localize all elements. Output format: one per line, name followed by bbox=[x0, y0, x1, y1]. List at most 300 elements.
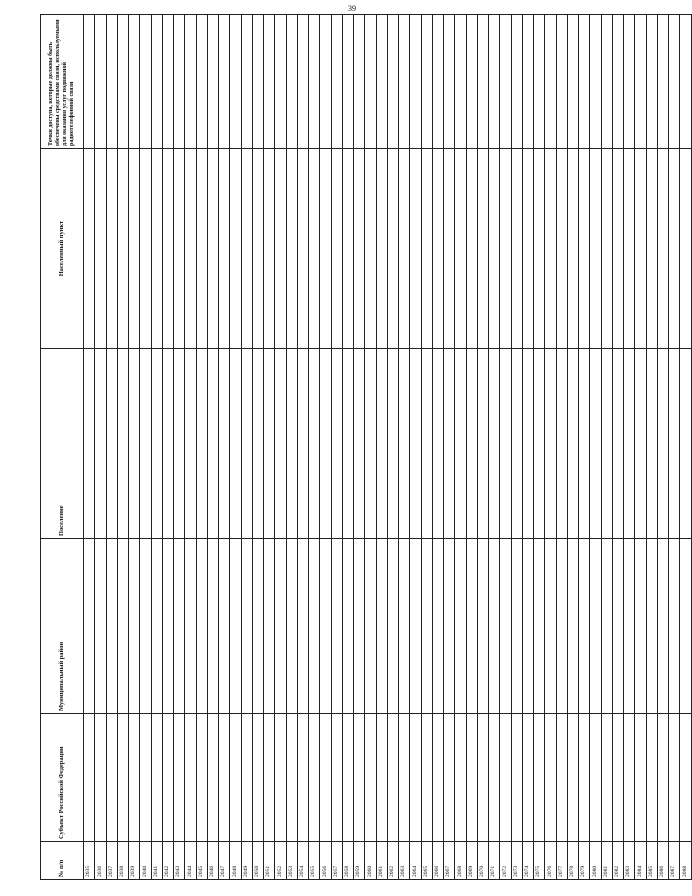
cell-connection bbox=[635, 15, 646, 149]
cell-municipal bbox=[264, 539, 275, 714]
header-settlement: Населенный пункт bbox=[41, 149, 84, 349]
cell-settlement bbox=[297, 149, 308, 349]
cell-settlement bbox=[365, 149, 376, 349]
cell-name bbox=[264, 349, 275, 539]
cell-name bbox=[590, 349, 601, 539]
cell-municipal bbox=[129, 539, 140, 714]
cell-settlement bbox=[466, 149, 477, 349]
cell-subject bbox=[500, 714, 511, 842]
cell-subject bbox=[309, 714, 320, 842]
cell-name bbox=[545, 349, 556, 539]
cell-subject bbox=[129, 714, 140, 842]
cell-subject bbox=[410, 714, 421, 842]
cell-name bbox=[140, 349, 151, 539]
table-row bbox=[162, 15, 173, 880]
table-row bbox=[376, 15, 387, 880]
cell-name bbox=[669, 349, 680, 539]
cell-num: 2054 bbox=[297, 842, 308, 880]
cell-num: 2085 bbox=[646, 842, 657, 880]
cell-connection bbox=[612, 15, 623, 149]
cell-settlement bbox=[657, 149, 668, 349]
cell-name bbox=[680, 349, 691, 539]
cell-connection bbox=[545, 15, 556, 149]
cell-settlement bbox=[590, 149, 601, 349]
cell-connection bbox=[410, 15, 421, 149]
table-row bbox=[106, 15, 117, 880]
cell-connection bbox=[444, 15, 455, 149]
cell-name bbox=[117, 349, 128, 539]
cell-settlement bbox=[275, 149, 286, 349]
cell-connection bbox=[489, 15, 500, 149]
cell-subject bbox=[275, 714, 286, 842]
cell-num: 2050 bbox=[252, 842, 263, 880]
cell-municipal bbox=[320, 539, 331, 714]
cell-num: 2086 bbox=[657, 842, 668, 880]
table-row bbox=[410, 15, 421, 880]
cell-connection bbox=[129, 15, 140, 149]
cell-num: 2061 bbox=[376, 842, 387, 880]
cell-subject bbox=[444, 714, 455, 842]
cell-subject bbox=[219, 714, 230, 842]
table-row bbox=[151, 15, 162, 880]
cell-municipal bbox=[354, 539, 365, 714]
cell-municipal bbox=[297, 539, 308, 714]
cell-subject bbox=[669, 714, 680, 842]
cell-municipal bbox=[612, 539, 623, 714]
cell-name bbox=[489, 349, 500, 539]
cell-subject bbox=[646, 714, 657, 842]
cell-connection bbox=[590, 15, 601, 149]
table-row bbox=[669, 15, 680, 880]
cell-num: 2060 bbox=[365, 842, 376, 880]
cell-settlement bbox=[669, 149, 680, 349]
cell-municipal bbox=[185, 539, 196, 714]
cell-subject bbox=[534, 714, 545, 842]
table-row bbox=[612, 15, 623, 880]
cell-settlement bbox=[376, 149, 387, 349]
cell-connection bbox=[556, 15, 567, 149]
cell-connection bbox=[342, 15, 353, 149]
cell-name bbox=[84, 349, 95, 539]
cell-municipal bbox=[399, 539, 410, 714]
cell-subject bbox=[196, 714, 207, 842]
table-row bbox=[601, 15, 612, 880]
cell-name bbox=[219, 349, 230, 539]
cell-subject bbox=[624, 714, 635, 842]
table-row bbox=[387, 15, 398, 880]
table-row bbox=[286, 15, 297, 880]
cell-num: 2063 bbox=[399, 842, 410, 880]
cell-settlement bbox=[635, 149, 646, 349]
cell-subject bbox=[657, 714, 668, 842]
cell-settlement bbox=[320, 149, 331, 349]
table-row bbox=[657, 15, 668, 880]
cell-name bbox=[657, 349, 668, 539]
table-row bbox=[556, 15, 567, 880]
cell-connection bbox=[579, 15, 590, 149]
cell-subject bbox=[421, 714, 432, 842]
cell-subject bbox=[387, 714, 398, 842]
cell-connection bbox=[601, 15, 612, 149]
cell-num: 2047 bbox=[219, 842, 230, 880]
cell-subject bbox=[342, 714, 353, 842]
cell-name bbox=[129, 349, 140, 539]
cell-name bbox=[196, 349, 207, 539]
cell-num: 2059 bbox=[354, 842, 365, 880]
cell-municipal bbox=[309, 539, 320, 714]
table-row bbox=[432, 15, 443, 880]
cell-name bbox=[106, 349, 117, 539]
table-row bbox=[320, 15, 331, 880]
cell-subject bbox=[511, 714, 522, 842]
cell-name bbox=[252, 349, 263, 539]
cell-municipal bbox=[421, 539, 432, 714]
cell-name bbox=[477, 349, 488, 539]
cell-subject bbox=[601, 714, 612, 842]
cell-subject bbox=[590, 714, 601, 842]
cell-subject bbox=[106, 714, 117, 842]
cell-municipal bbox=[455, 539, 466, 714]
cell-connection bbox=[207, 15, 218, 149]
cell-subject bbox=[230, 714, 241, 842]
cell-subject bbox=[545, 714, 556, 842]
cell-subject bbox=[399, 714, 410, 842]
cell-connection bbox=[297, 15, 308, 149]
cell-municipal bbox=[95, 539, 106, 714]
table-row bbox=[185, 15, 196, 880]
cell-name bbox=[432, 349, 443, 539]
cell-subject bbox=[140, 714, 151, 842]
cell-connection bbox=[309, 15, 320, 149]
cell-num: 2058 bbox=[342, 842, 353, 880]
cell-subject bbox=[252, 714, 263, 842]
cell-name bbox=[444, 349, 455, 539]
cell-subject bbox=[376, 714, 387, 842]
table-row bbox=[219, 15, 230, 880]
cell-num: 2077 bbox=[556, 842, 567, 880]
table-row bbox=[365, 15, 376, 880]
cell-num: 2053 bbox=[286, 842, 297, 880]
cell-connection bbox=[162, 15, 173, 149]
cell-connection bbox=[477, 15, 488, 149]
cell-num: 2081 bbox=[601, 842, 612, 880]
cell-municipal bbox=[669, 539, 680, 714]
table-header-row bbox=[41, 15, 84, 880]
cell-settlement bbox=[196, 149, 207, 349]
table-row bbox=[511, 15, 522, 880]
cell-connection bbox=[387, 15, 398, 149]
cell-subject bbox=[680, 714, 691, 842]
cell-settlement bbox=[174, 149, 185, 349]
cell-num: 2072 bbox=[500, 842, 511, 880]
cell-settlement bbox=[646, 149, 657, 349]
cell-connection bbox=[466, 15, 477, 149]
cell-settlement bbox=[455, 149, 466, 349]
cell-num: 2087 bbox=[669, 842, 680, 880]
cell-settlement bbox=[432, 149, 443, 349]
cell-settlement bbox=[106, 149, 117, 349]
cell-connection bbox=[376, 15, 387, 149]
cell-connection bbox=[84, 15, 95, 149]
cell-settlement bbox=[545, 149, 556, 349]
table-row bbox=[646, 15, 657, 880]
cell-name bbox=[174, 349, 185, 539]
cell-municipal bbox=[556, 539, 567, 714]
cell-connection bbox=[275, 15, 286, 149]
cell-subject bbox=[174, 714, 185, 842]
cell-subject bbox=[455, 714, 466, 842]
table-row bbox=[275, 15, 286, 880]
table-row bbox=[680, 15, 691, 880]
table-row bbox=[545, 15, 556, 880]
table-row bbox=[567, 15, 578, 880]
header-num: № п/п bbox=[41, 842, 84, 880]
cell-connection bbox=[140, 15, 151, 149]
header-subject: Субъект Российской Федерации bbox=[41, 714, 84, 842]
cell-municipal bbox=[162, 539, 173, 714]
cell-connection bbox=[95, 15, 106, 149]
cell-settlement bbox=[511, 149, 522, 349]
cell-municipal bbox=[207, 539, 218, 714]
cell-num: 2074 bbox=[522, 842, 533, 880]
cell-connection bbox=[455, 15, 466, 149]
table-row bbox=[466, 15, 477, 880]
cell-num: 2079 bbox=[579, 842, 590, 880]
cell-name bbox=[95, 349, 106, 539]
cell-settlement bbox=[286, 149, 297, 349]
table-row bbox=[421, 15, 432, 880]
table-row bbox=[230, 15, 241, 880]
cell-num: 2064 bbox=[410, 842, 421, 880]
cell-num: 2057 bbox=[331, 842, 342, 880]
cell-settlement bbox=[264, 149, 275, 349]
cell-subject bbox=[264, 714, 275, 842]
cell-connection bbox=[117, 15, 128, 149]
table-row bbox=[534, 15, 545, 880]
cell-connection bbox=[500, 15, 511, 149]
cell-num: 2046 bbox=[207, 842, 218, 880]
cell-name bbox=[309, 349, 320, 539]
cell-settlement bbox=[500, 149, 511, 349]
cell-municipal bbox=[342, 539, 353, 714]
cell-settlement bbox=[387, 149, 398, 349]
table-row bbox=[207, 15, 218, 880]
header-municipal: Муниципальный район bbox=[41, 539, 84, 714]
cell-name bbox=[612, 349, 623, 539]
cell-municipal bbox=[106, 539, 117, 714]
table-row bbox=[522, 15, 533, 880]
cell-settlement bbox=[399, 149, 410, 349]
cell-municipal bbox=[432, 539, 443, 714]
cell-num: 2037 bbox=[106, 842, 117, 880]
cell-subject bbox=[612, 714, 623, 842]
cell-name bbox=[354, 349, 365, 539]
cell-municipal bbox=[219, 539, 230, 714]
cell-name bbox=[421, 349, 432, 539]
cell-name bbox=[556, 349, 567, 539]
cell-subject bbox=[241, 714, 252, 842]
cell-connection bbox=[534, 15, 545, 149]
cell-subject bbox=[477, 714, 488, 842]
cell-name bbox=[387, 349, 398, 539]
cell-num: 2068 bbox=[455, 842, 466, 880]
cell-subject bbox=[84, 714, 95, 842]
settlements-table bbox=[40, 14, 692, 880]
cell-subject bbox=[185, 714, 196, 842]
table-row bbox=[174, 15, 185, 880]
cell-subject bbox=[162, 714, 173, 842]
cell-connection bbox=[511, 15, 522, 149]
cell-num: 2043 bbox=[174, 842, 185, 880]
cell-subject bbox=[95, 714, 106, 842]
cell-connection bbox=[286, 15, 297, 149]
cell-name bbox=[185, 349, 196, 539]
cell-municipal bbox=[196, 539, 207, 714]
cell-settlement bbox=[230, 149, 241, 349]
cell-num: 2071 bbox=[489, 842, 500, 880]
cell-num: 2044 bbox=[185, 842, 196, 880]
cell-subject bbox=[556, 714, 567, 842]
table-row bbox=[635, 15, 646, 880]
cell-subject bbox=[635, 714, 646, 842]
table-row bbox=[579, 15, 590, 880]
table-row bbox=[252, 15, 263, 880]
cell-municipal bbox=[174, 539, 185, 714]
cell-connection bbox=[432, 15, 443, 149]
cell-connection bbox=[567, 15, 578, 149]
cell-municipal bbox=[365, 539, 376, 714]
cell-settlement bbox=[612, 149, 623, 349]
cell-num: 2052 bbox=[275, 842, 286, 880]
cell-municipal bbox=[230, 539, 241, 714]
cell-settlement bbox=[117, 149, 128, 349]
table-row bbox=[129, 15, 140, 880]
cell-municipal bbox=[444, 539, 455, 714]
table-row bbox=[140, 15, 151, 880]
cell-municipal bbox=[680, 539, 691, 714]
cell-municipal bbox=[567, 539, 578, 714]
cell-connection bbox=[354, 15, 365, 149]
cell-num: 2075 bbox=[534, 842, 545, 880]
cell-num: 2042 bbox=[162, 842, 173, 880]
cell-settlement bbox=[567, 149, 578, 349]
cell-name bbox=[635, 349, 646, 539]
cell-connection bbox=[241, 15, 252, 149]
cell-name bbox=[275, 349, 286, 539]
cell-name bbox=[342, 349, 353, 539]
cell-connection bbox=[196, 15, 207, 149]
cell-subject bbox=[354, 714, 365, 842]
table-row bbox=[84, 15, 95, 880]
cell-connection bbox=[230, 15, 241, 149]
cell-connection bbox=[320, 15, 331, 149]
cell-num: 2080 bbox=[590, 842, 601, 880]
table-row bbox=[624, 15, 635, 880]
cell-num: 2070 bbox=[477, 842, 488, 880]
cell-name bbox=[376, 349, 387, 539]
cell-municipal bbox=[511, 539, 522, 714]
cell-subject bbox=[117, 714, 128, 842]
cell-connection bbox=[106, 15, 117, 149]
cell-municipal bbox=[331, 539, 342, 714]
table-row bbox=[117, 15, 128, 880]
cell-num: 2069 bbox=[466, 842, 477, 880]
cell-num: 2056 bbox=[320, 842, 331, 880]
cell-num: 2036 bbox=[95, 842, 106, 880]
header-name: Поселение bbox=[41, 349, 84, 539]
cell-connection bbox=[151, 15, 162, 149]
table-row bbox=[264, 15, 275, 880]
cell-num: 2062 bbox=[387, 842, 398, 880]
cell-settlement bbox=[162, 149, 173, 349]
rotated-table-container bbox=[40, 15, 688, 880]
cell-name bbox=[331, 349, 342, 539]
cell-num: 2048 bbox=[230, 842, 241, 880]
cell-num: 2045 bbox=[196, 842, 207, 880]
cell-connection bbox=[680, 15, 691, 149]
cell-num: 2038 bbox=[117, 842, 128, 880]
cell-settlement bbox=[410, 149, 421, 349]
header-connection: Точки доступа, которые должны быть обеспечены средствами связи, используемыми для оказания услуг подвижной радиотелефонной связи bbox=[41, 15, 84, 149]
cell-subject bbox=[567, 714, 578, 842]
cell-connection bbox=[421, 15, 432, 149]
cell-subject bbox=[297, 714, 308, 842]
cell-name bbox=[624, 349, 635, 539]
cell-connection bbox=[646, 15, 657, 149]
cell-settlement bbox=[185, 149, 196, 349]
cell-subject bbox=[151, 714, 162, 842]
page-number: 39 bbox=[348, 4, 356, 13]
cell-municipal bbox=[410, 539, 421, 714]
cell-connection bbox=[399, 15, 410, 149]
cell-municipal bbox=[489, 539, 500, 714]
cell-subject bbox=[579, 714, 590, 842]
table-row bbox=[297, 15, 308, 880]
cell-settlement bbox=[579, 149, 590, 349]
cell-name bbox=[522, 349, 533, 539]
cell-municipal bbox=[275, 539, 286, 714]
cell-num: 2084 bbox=[635, 842, 646, 880]
cell-connection bbox=[174, 15, 185, 149]
cell-num: 2073 bbox=[511, 842, 522, 880]
cell-settlement bbox=[95, 149, 106, 349]
cell-subject bbox=[331, 714, 342, 842]
cell-municipal bbox=[624, 539, 635, 714]
table-body bbox=[84, 15, 692, 880]
cell-subject bbox=[320, 714, 331, 842]
cell-municipal bbox=[500, 539, 511, 714]
table-row bbox=[455, 15, 466, 880]
cell-name bbox=[601, 349, 612, 539]
cell-subject bbox=[489, 714, 500, 842]
cell-settlement bbox=[601, 149, 612, 349]
cell-municipal bbox=[286, 539, 297, 714]
cell-municipal bbox=[84, 539, 95, 714]
cell-num: 2049 bbox=[241, 842, 252, 880]
cell-num: 2088 bbox=[680, 842, 691, 880]
cell-subject bbox=[365, 714, 376, 842]
cell-municipal bbox=[545, 539, 556, 714]
cell-num: 2039 bbox=[129, 842, 140, 880]
cell-settlement bbox=[84, 149, 95, 349]
cell-num: 2066 bbox=[432, 842, 443, 880]
cell-subject bbox=[286, 714, 297, 842]
table-row bbox=[241, 15, 252, 880]
cell-settlement bbox=[444, 149, 455, 349]
table-row bbox=[489, 15, 500, 880]
cell-name bbox=[297, 349, 308, 539]
cell-settlement bbox=[489, 149, 500, 349]
